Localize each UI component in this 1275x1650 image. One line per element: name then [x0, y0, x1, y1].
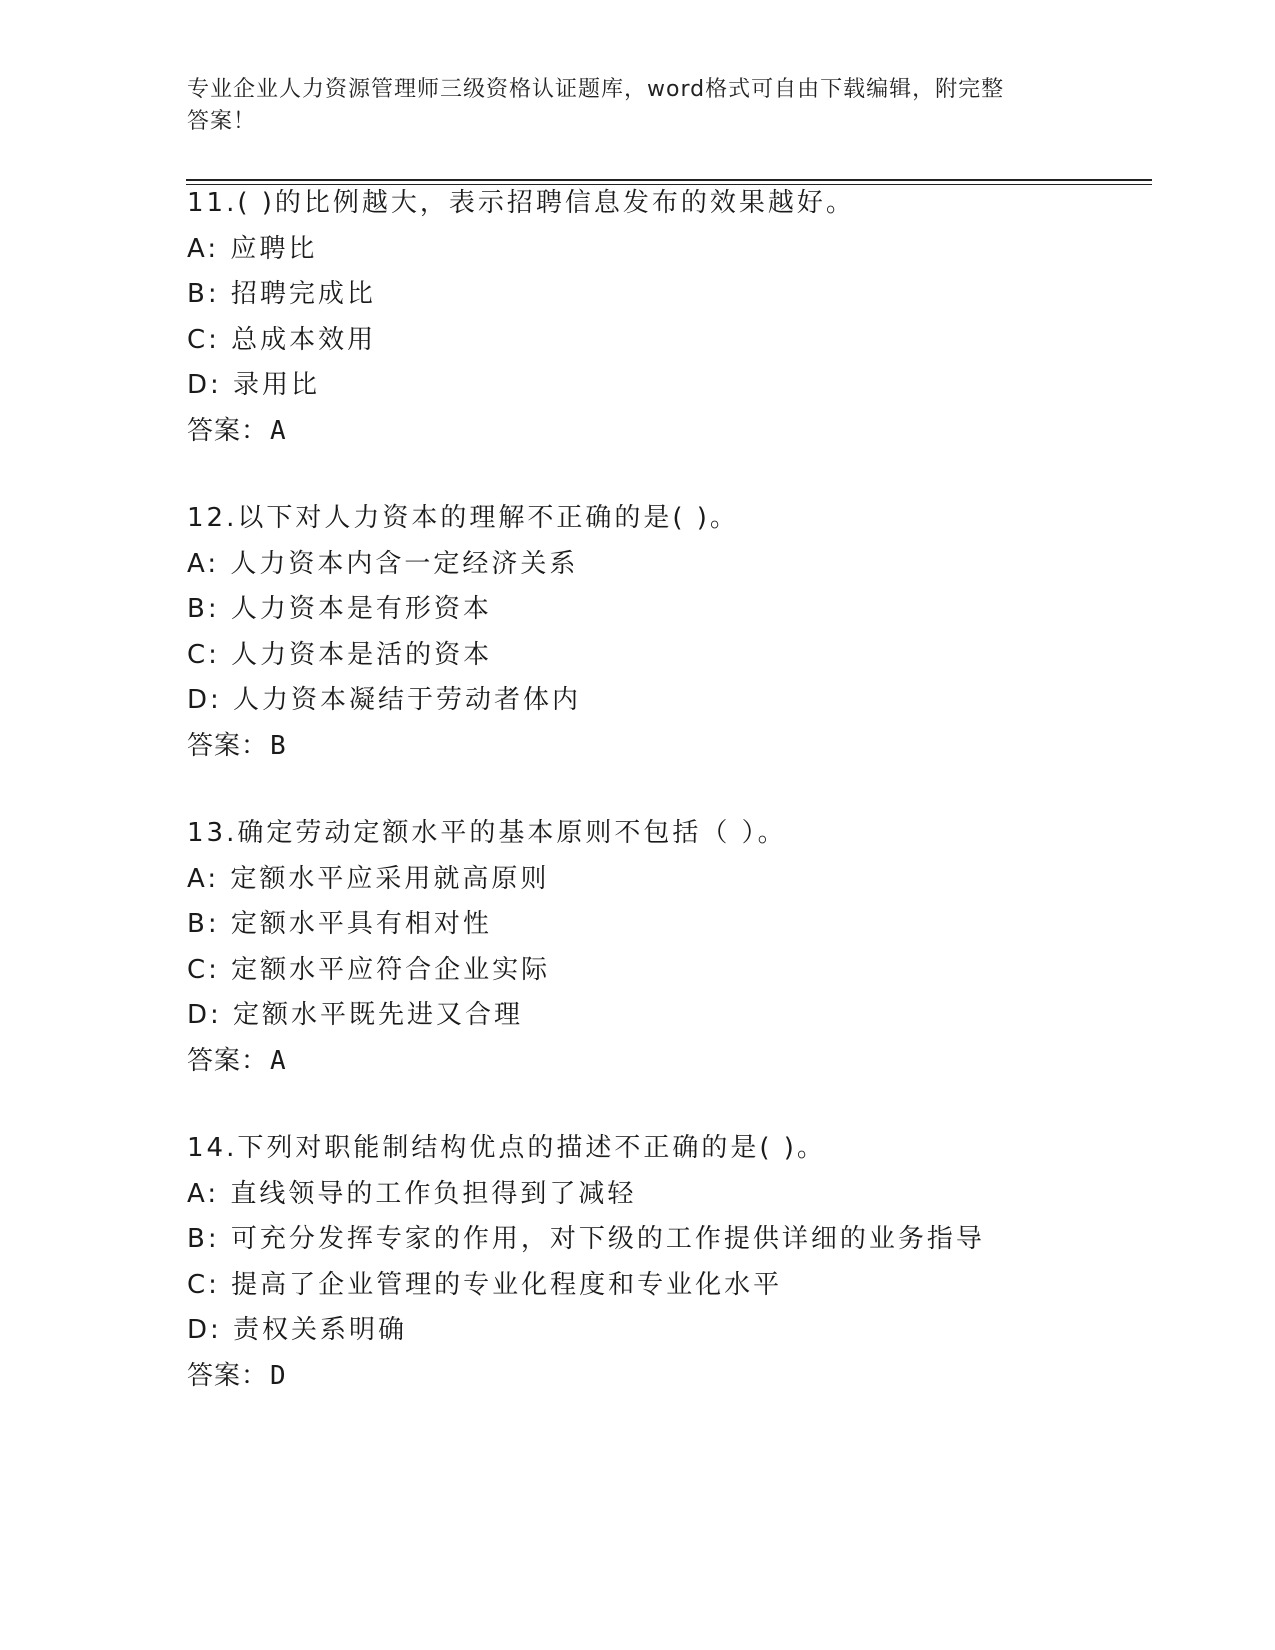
answer-label: 答案： [187, 1045, 269, 1076]
option-d: D: 人力资本凝结于劳动者体内 [187, 685, 582, 716]
question-stem: 14.下列对职能制结构优点的描述不正确的是( )。 [187, 1133, 826, 1163]
answer-label: 答案： [187, 415, 269, 446]
option-b: B: 招聘完成比 [187, 279, 376, 310]
header-line-2: 答案！ [187, 109, 257, 134]
answer-value: A [270, 415, 287, 446]
answer-line [187, 1354, 985, 1400]
option-a: A: 应聘比 [187, 233, 318, 264]
question-block [187, 811, 787, 1085]
option-d: D: 定额水平既先进又合理 [187, 1000, 524, 1031]
answer-value: B [270, 730, 287, 761]
answer-value: A [270, 1045, 287, 1076]
answer-label: 答案： [187, 730, 269, 761]
option-d: D: 录用比 [187, 370, 321, 401]
option-c: C: 提高了企业管理的专业化程度和专业化水平 [187, 1269, 783, 1300]
option-a: A: 直线领导的工作负担得到了减轻 [187, 1178, 637, 1209]
answer-line [187, 409, 855, 455]
option-b: B: 可充分发挥专家的作用，对下级的工作提供详细的业务指导 [187, 1224, 985, 1255]
option-c: C: 人力资本是活的资本 [187, 639, 493, 670]
option-d: D: 责权关系明确 [187, 1315, 408, 1346]
option-a: A: 人力资本内含一定经济关系 [187, 548, 579, 579]
answer-value: D [270, 1360, 287, 1391]
question-stem: 12.以下对人力资本的理解不正确的是( )。 [187, 503, 739, 533]
option-b: B: 定额水平具有相对性 [187, 909, 492, 940]
question-block [187, 181, 855, 455]
option-b: B: 人力资本是有形资本 [187, 594, 492, 625]
question-block [187, 1126, 985, 1400]
header-line-1: 专业企业人力资源管理师三级资格认证题库，word格式可自由下载编辑，附完整 [187, 77, 1005, 102]
option-c: C: 定额水平应符合企业实际 [187, 954, 551, 985]
option-a: A: 定额水平应采用就高原则 [187, 863, 550, 894]
answer-line [187, 724, 739, 770]
document-header [187, 74, 1087, 138]
answer-label: 答案： [187, 1360, 269, 1391]
question-block [187, 496, 739, 770]
answer-line [187, 1039, 787, 1085]
question-stem: 13.确定劳动定额水平的基本原则不包括（ ）。 [187, 818, 787, 848]
question-stem: 11.( )的比例越大，表示招聘信息发布的效果越好。 [187, 188, 855, 218]
option-c: C: 总成本效用 [187, 324, 377, 355]
